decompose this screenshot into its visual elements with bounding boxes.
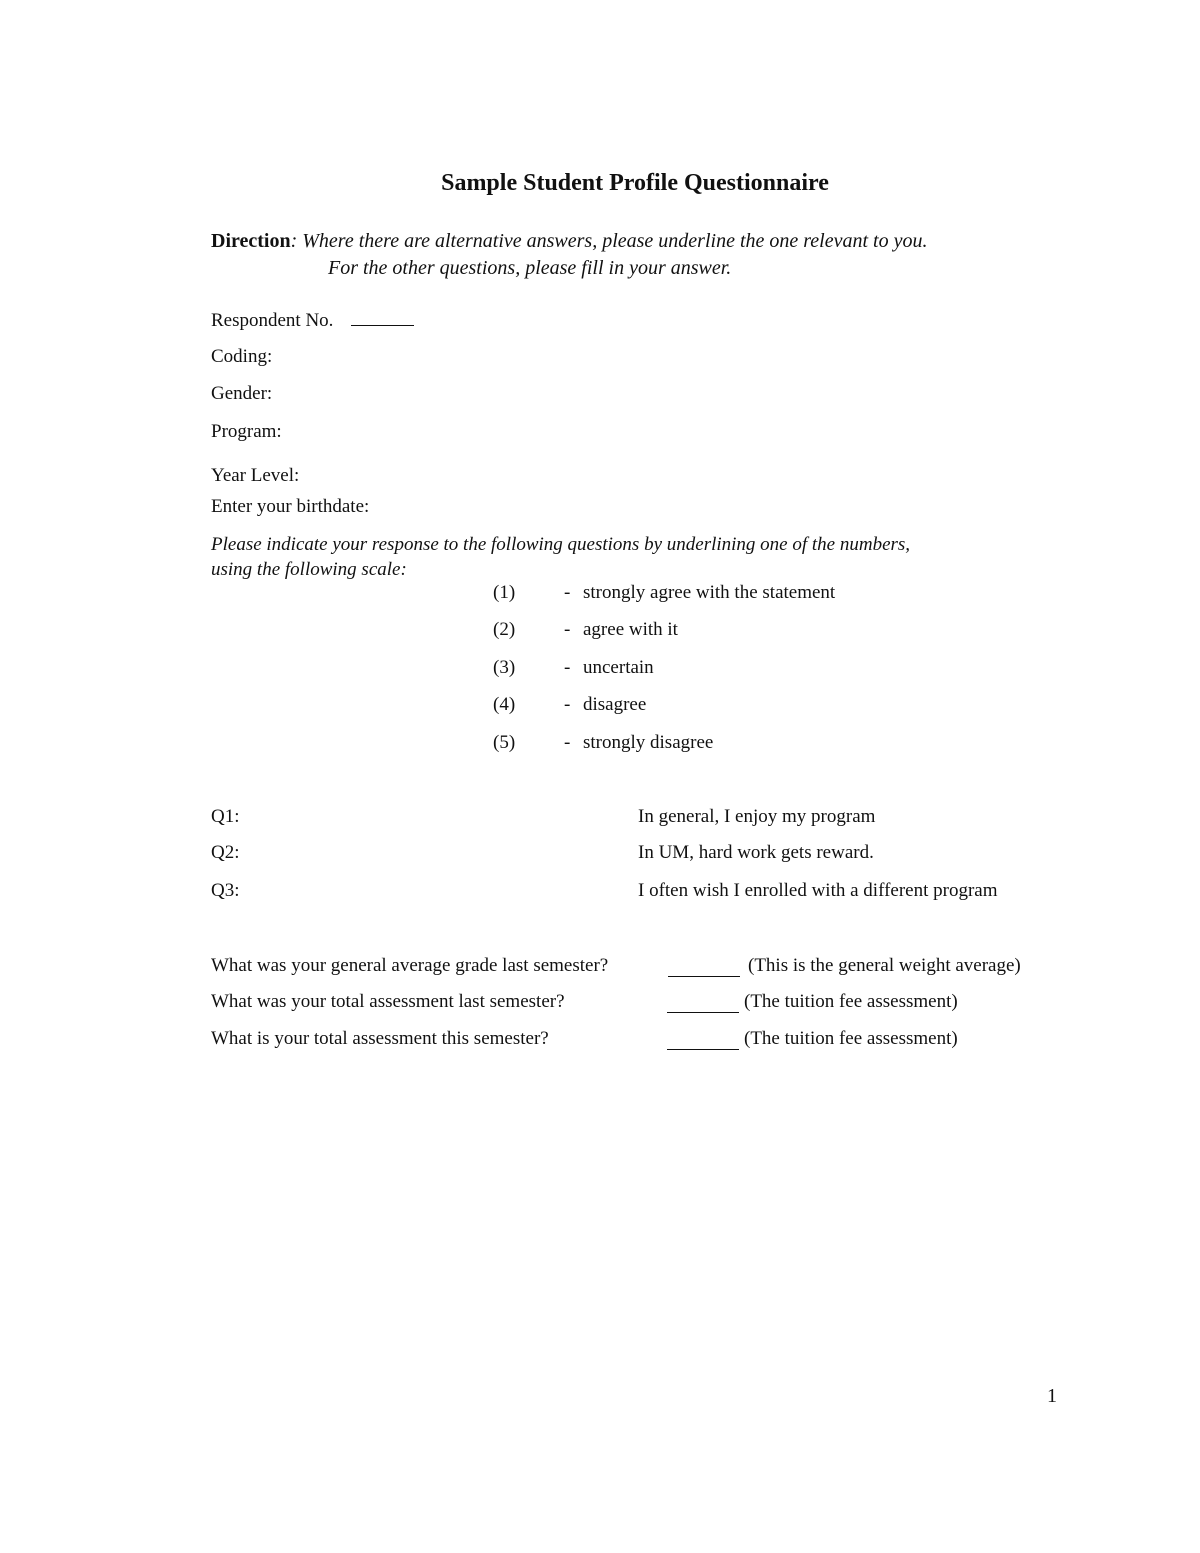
direction-text-1: : Where there are alternative answers, please underline the one relevant to you. (290, 230, 928, 252)
scale-description: strongly disagree (583, 732, 714, 753)
scale-number: (3) (493, 657, 516, 678)
field-coding: Coding: (211, 346, 273, 367)
field-program: Program: (211, 421, 282, 442)
scale-number: (5) (493, 732, 516, 753)
scale-dash: - (564, 657, 571, 678)
direction-label: Direction (211, 230, 291, 252)
scale-dash: - (564, 732, 571, 753)
grade-answer-blank[interactable] (668, 975, 740, 977)
question-label: Q2: (211, 842, 240, 863)
question-label: Q3: (211, 880, 240, 901)
scale-dash: - (564, 582, 571, 603)
scale-description: agree with it (583, 619, 678, 640)
field-birthdate: Enter your birthdate: (211, 496, 370, 517)
scale-description: strongly agree with the statement (583, 582, 836, 603)
page-title: Sample Student Profile Questionnaire (441, 170, 829, 196)
question-label: Q1: (211, 806, 240, 827)
assessment-question: What was your total assessment last semester? (211, 991, 565, 1012)
scale-dash: - (564, 619, 571, 640)
grade-question: What was your general average grade last semester? (211, 955, 609, 976)
respondent-no-blank[interactable] (351, 309, 414, 326)
field-respondent-no (211, 309, 414, 332)
scale-intro (211, 532, 910, 582)
scale-intro-line-2: using the following scale: (211, 559, 407, 580)
assessment-answer-blank[interactable] (667, 1011, 739, 1013)
scale-number: (4) (493, 694, 516, 715)
page-number: 1 (1047, 1385, 1057, 1407)
scale-description: disagree (583, 694, 647, 715)
scale-intro-line-1: Please indicate your response to the following questions by underlining one of the numbers, (211, 534, 911, 555)
question-text: In UM, hard work gets reward. (638, 842, 874, 863)
assessment-question: What is your total assessment this semester? (211, 1028, 549, 1049)
assessment-answer-blank[interactable] (667, 1048, 739, 1050)
grade-note: (This is the general weight average) (748, 955, 1021, 976)
question-text: In general, I enjoy my program (638, 806, 876, 827)
assessment-note: (The tuition fee assessment) (744, 991, 958, 1012)
field-label: Respondent No. (211, 310, 334, 331)
field-year-level: Year Level: (211, 465, 300, 486)
assessment-note: (The tuition fee assessment) (744, 1028, 958, 1049)
question-text: I often wish I enrolled with a different program (638, 880, 998, 901)
field-gender: Gender: (211, 383, 273, 404)
scale-description: uncertain (583, 657, 654, 678)
scale-number: (1) (493, 582, 516, 603)
scale-dash: - (564, 694, 571, 715)
direction-text-2: For the other questions, please fill in your answer. (328, 257, 732, 279)
scale-number: (2) (493, 619, 516, 640)
direction-line-1 (211, 230, 927, 253)
